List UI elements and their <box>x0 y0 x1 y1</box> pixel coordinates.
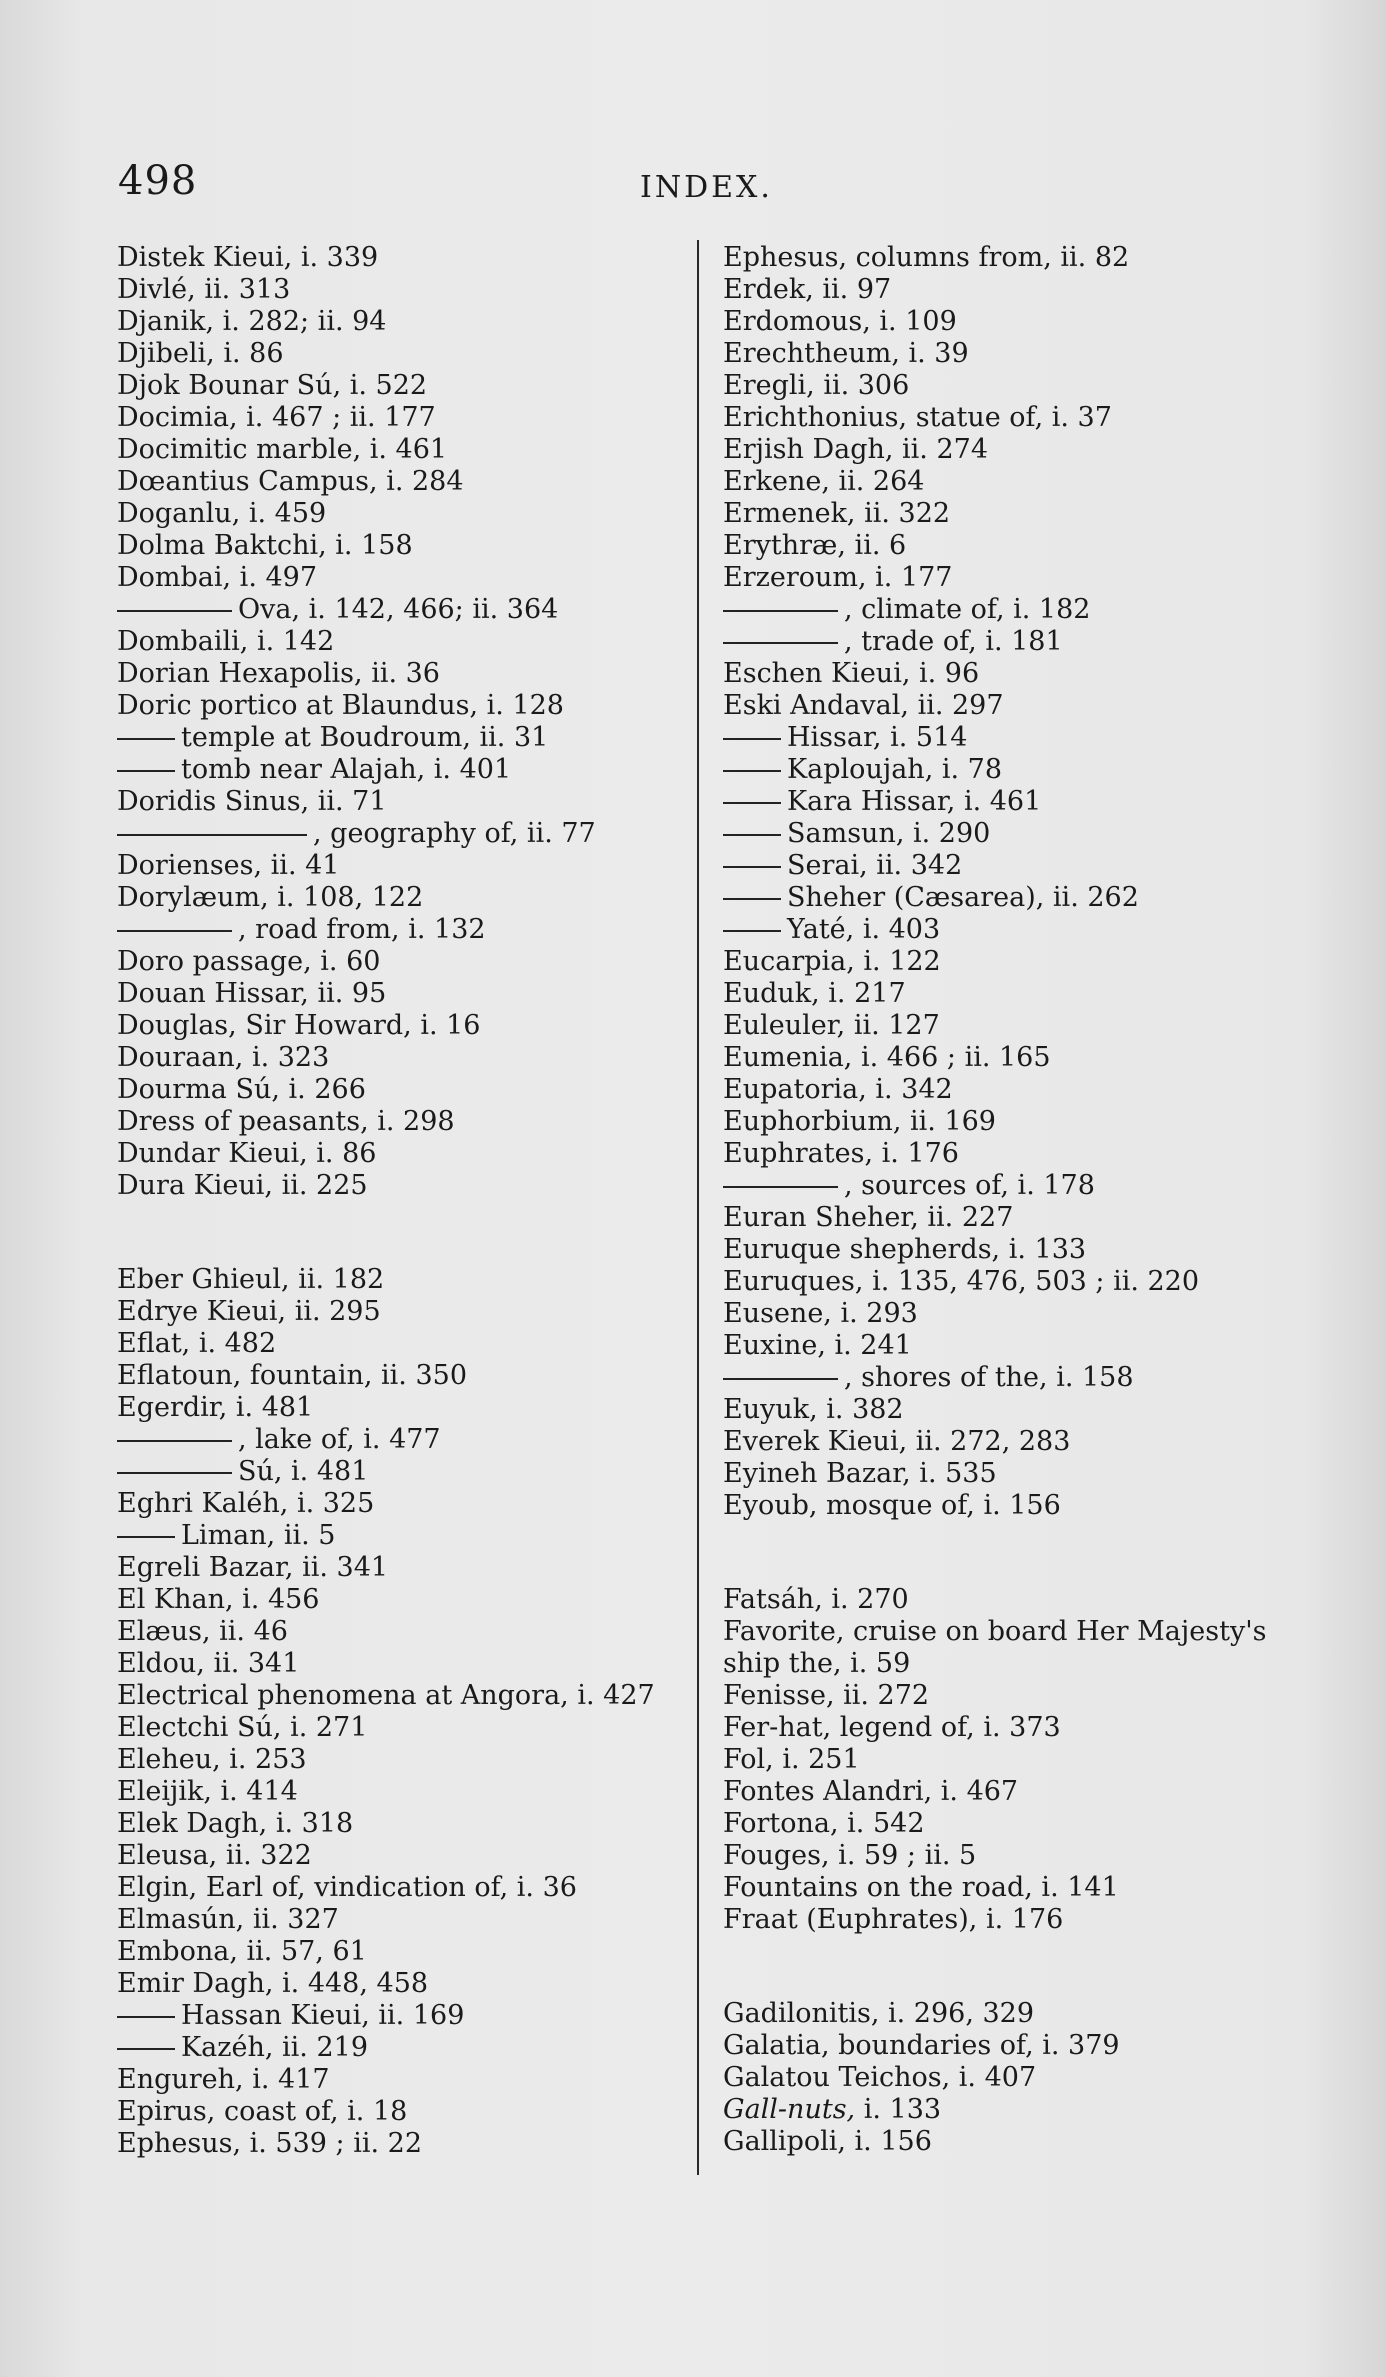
index-entry <box>117 1264 677 1296</box>
entry-text: Euyuk, i. 382 <box>723 1394 904 1425</box>
ditto-dash <box>117 834 307 836</box>
entry-text: Euphrates, i. 176 <box>723 1138 959 1169</box>
ditto-dash <box>117 1440 232 1442</box>
index-entry <box>117 2064 677 2096</box>
index-entry <box>117 850 677 882</box>
entry-text: Eyineh Bazar, i. 535 <box>723 1458 997 1489</box>
entry-text: Euleuler, ii. 127 <box>723 1010 940 1041</box>
entry-text: Dress of peasants, i. 298 <box>117 1106 455 1137</box>
entry-text: Euphorbium, ii. 169 <box>723 1106 996 1137</box>
entry-text: Erdek, ii. 97 <box>723 274 892 305</box>
entry-text: Eldou, ii. 341 <box>117 1648 300 1679</box>
entry-text: El Khan, i. 456 <box>117 1584 320 1615</box>
ditto-dash <box>723 930 781 932</box>
index-entry <box>117 1074 677 1106</box>
index-entry <box>723 2126 1313 2158</box>
entry-text: Ermenek, ii. 322 <box>723 498 951 529</box>
index-entry <box>723 1648 1313 1680</box>
ditto-dash <box>117 610 232 612</box>
entry-text: Samsun, i. 290 <box>787 818 991 849</box>
index-entry <box>117 2128 677 2160</box>
index-entry <box>117 1904 677 1936</box>
index-entry <box>117 1680 677 1712</box>
index-entry <box>723 434 1313 466</box>
index-entry <box>723 530 1313 562</box>
index-entry <box>723 2094 1313 2126</box>
entry-text: Ova, i. 142, 466; ii. 364 <box>238 594 559 625</box>
index-column-right <box>723 242 1313 2158</box>
entry-text: Emir Dagh, i. 448, 458 <box>117 1968 429 1999</box>
index-entry <box>117 1584 677 1616</box>
index-entry <box>117 1456 677 1488</box>
entry-text: Docimitic marble, i. 461 <box>117 434 448 465</box>
index-entry <box>723 818 1313 850</box>
entry-text: , sources of, i. 178 <box>844 1170 1095 1201</box>
entry-text: Kara Hissar, i. 461 <box>787 786 1042 817</box>
entry-text: Engureh, i. 417 <box>117 2064 330 2095</box>
entry-text: Dura Kieui, ii. 225 <box>117 1170 368 1201</box>
running-head: INDEX. <box>640 170 773 205</box>
entry-text: Electrical phenomena at Angora, i. 427 <box>117 1680 655 1711</box>
index-entry <box>723 1458 1313 1490</box>
index-entry <box>117 370 677 402</box>
index-entry <box>117 754 677 786</box>
entry-text: Fenisse, ii. 272 <box>723 1680 930 1711</box>
entry-text: Dœantius Campus, i. 284 <box>117 466 464 497</box>
index-entry <box>723 978 1313 1010</box>
index-entry <box>723 1266 1313 1298</box>
index-entry <box>117 242 677 274</box>
ditto-dash <box>723 738 781 740</box>
entry-text: Elmasún, ii. 327 <box>117 1904 339 1935</box>
entry-text: Doridis Sinus, ii. 71 <box>117 786 387 817</box>
entry-text: Fortona, i. 542 <box>723 1808 925 1839</box>
entry-text: , climate of, i. 182 <box>844 594 1091 625</box>
entry-text: Favorite, cruise on board Her Majesty's <box>723 1616 1267 1647</box>
entry-text: , road from, i. 132 <box>238 914 486 945</box>
entry-text: Eghri Kaléh, i. 325 <box>117 1488 375 1519</box>
index-entry <box>723 370 1313 402</box>
index-entry <box>117 530 677 562</box>
entry-text: Everek Kieui, ii. 272, 283 <box>723 1426 1071 1457</box>
entry-text: , geography of, ii. 77 <box>313 818 596 849</box>
index-entry <box>723 242 1313 274</box>
entry-text: Fountains on the road, i. 141 <box>723 1872 1119 1903</box>
index-entry <box>723 1840 1313 1872</box>
section-gap <box>723 1522 1313 1584</box>
ditto-dash <box>723 834 781 836</box>
index-entry <box>723 914 1313 946</box>
entry-text: Hassan Kieui, ii. 169 <box>181 2000 465 2031</box>
ditto-dash <box>723 866 781 868</box>
index-entry <box>723 882 1313 914</box>
ditto-dash <box>723 770 781 772</box>
page-number: 498 <box>118 158 198 204</box>
entry-text: Serai, ii. 342 <box>787 850 963 881</box>
index-entry <box>723 306 1313 338</box>
entry-text: Erythræ, ii. 6 <box>723 530 907 561</box>
index-entry <box>723 402 1313 434</box>
entry-text: Docimia, i. 467 ; ii. 177 <box>117 402 436 433</box>
index-entry <box>117 562 677 594</box>
index-entry <box>723 2062 1313 2094</box>
entry-text: Euruques, i. 135, 476, 503 ; ii. 220 <box>723 1266 1200 1297</box>
index-entry <box>723 1808 1313 1840</box>
index-entry <box>723 1490 1313 1522</box>
column-divider <box>697 240 699 2175</box>
index-entry <box>117 1106 677 1138</box>
entry-text: Eleheu, i. 253 <box>117 1744 307 1775</box>
entry-text: Eregli, ii. 306 <box>723 370 910 401</box>
entry-text: Kaploujah, i. 78 <box>787 754 1003 785</box>
index-entry <box>117 626 677 658</box>
index-entry <box>117 1968 677 2000</box>
index-entry <box>117 1170 677 1202</box>
index-entry <box>723 1426 1313 1458</box>
index-entry <box>723 1680 1313 1712</box>
entry-text: Erjish Dagh, ii. 274 <box>723 434 989 465</box>
entry-text: temple at Boudroum, ii. 31 <box>181 722 549 753</box>
index-entry <box>723 722 1313 754</box>
entry-text: Douglas, Sir Howard, i. 16 <box>117 1010 481 1041</box>
index-entry <box>723 274 1313 306</box>
index-entry <box>117 2000 677 2032</box>
entry-text: Yaté, i. 403 <box>787 914 941 945</box>
entry-text: Fer-hat, legend of, i. 373 <box>723 1712 1061 1743</box>
entry-text: ship the, i. 59 <box>723 1648 911 1679</box>
entry-text: tomb near Alajah, i. 401 <box>181 754 512 785</box>
entry-text: Djok Bounar Sú, i. 522 <box>117 370 428 401</box>
index-entry <box>117 2096 677 2128</box>
index-entry <box>117 1776 677 1808</box>
entry-text: Djibeli, i. 86 <box>117 338 284 369</box>
index-entry <box>723 1106 1313 1138</box>
index-entry <box>117 882 677 914</box>
entry-text: Fol, i. 251 <box>723 1744 860 1775</box>
entry-text: Eber Ghieul, ii. 182 <box>117 1264 385 1295</box>
entry-text: Galatia, boundaries of, i. 379 <box>723 2030 1120 2061</box>
entry-text: Fatsáh, i. 270 <box>723 1584 909 1615</box>
entry-text: Erkene, ii. 264 <box>723 466 925 497</box>
index-entry <box>117 306 677 338</box>
entry-text: Doric portico at Blaundus, i. 128 <box>117 690 564 721</box>
entry-text: Euxine, i. 241 <box>723 1330 912 1361</box>
entry-text: Erdomous, i. 109 <box>723 306 957 337</box>
ditto-dash <box>723 1378 838 1380</box>
index-entry <box>723 1170 1313 1202</box>
entry-text: Dorylæum, i. 108, 122 <box>117 882 424 913</box>
entry-text: Dombai, i. 497 <box>117 562 318 593</box>
entry-text: Fouges, i. 59 ; ii. 5 <box>723 1840 977 1871</box>
entry-text: Dolma Baktchi, i. 158 <box>117 530 413 561</box>
entry-text: Electchi Sú, i. 271 <box>117 1712 368 1743</box>
index-entry <box>723 2030 1313 2062</box>
entry-text: Elæus, ii. 46 <box>117 1616 288 1647</box>
index-entry <box>117 594 677 626</box>
index-entry <box>723 1362 1313 1394</box>
entry-text: Dorian Hexapolis, ii. 36 <box>117 658 440 689</box>
index-entry <box>723 1712 1313 1744</box>
index-entry <box>117 946 677 978</box>
ditto-dash <box>723 802 781 804</box>
index-entry <box>723 498 1313 530</box>
index-entry <box>117 690 677 722</box>
index-entry <box>723 1584 1313 1616</box>
index-entry <box>723 946 1313 978</box>
entry-text: Eusene, i. 293 <box>723 1298 918 1329</box>
index-entry <box>117 1010 677 1042</box>
entry-text: Galatou Teichos, i. 407 <box>723 2062 1037 2093</box>
entry-text: i. 133 <box>855 2094 942 2125</box>
entry-text: Erechtheum, i. 39 <box>723 338 969 369</box>
index-entry <box>117 1296 677 1328</box>
entry-text: Eyoub, mosque of, i. 156 <box>723 1490 1061 1521</box>
entry-text: Hissar, i. 514 <box>787 722 968 753</box>
ditto-dash <box>723 610 838 612</box>
index-entry <box>117 818 677 850</box>
entry-text: Eski Andaval, ii. 297 <box>723 690 1004 721</box>
index-entry <box>723 1904 1313 1936</box>
entry-text: Dundar Kieui, i. 86 <box>117 1138 377 1169</box>
index-entry <box>117 1712 677 1744</box>
entry-text: Divlé, ii. 313 <box>117 274 291 305</box>
index-entry <box>117 1520 677 1552</box>
entry-text: Euran Sheher, ii. 227 <box>723 1202 1014 1233</box>
index-entry <box>723 690 1313 722</box>
index-entry <box>117 1138 677 1170</box>
index-entry <box>117 1872 677 1904</box>
index-entry <box>117 2032 677 2064</box>
entry-text: Edrye Kieui, ii. 295 <box>117 1296 381 1327</box>
index-entry <box>723 466 1313 498</box>
index-entry <box>723 626 1313 658</box>
entry-text: Fontes Alandri, i. 467 <box>723 1776 1019 1807</box>
index-entry <box>117 1424 677 1456</box>
entry-text: Fraat (Euphrates), i. 176 <box>723 1904 1064 1935</box>
entry-text: Eucarpia, i. 122 <box>723 946 941 977</box>
index-entry <box>117 466 677 498</box>
index-entry <box>723 594 1313 626</box>
ditto-dash <box>117 1472 232 1474</box>
index-entry <box>723 1872 1313 1904</box>
index-entry <box>723 1330 1313 1362</box>
entry-text: Sú, i. 481 <box>238 1456 369 1487</box>
entry-text: Dourma Sú, i. 266 <box>117 1074 366 1105</box>
index-entry <box>723 1298 1313 1330</box>
index-entry <box>723 1138 1313 1170</box>
entry-text: Eleusa, ii. 322 <box>117 1840 312 1871</box>
index-entry <box>117 1328 677 1360</box>
entry-text: Euruque shepherds, i. 133 <box>723 1234 1087 1265</box>
entry-text: Eflatoun, fountain, ii. 350 <box>117 1360 467 1391</box>
entry-text: Ephesus, i. 539 ; ii. 22 <box>117 2128 423 2159</box>
index-entry <box>723 1042 1313 1074</box>
entry-text: Epirus, coast of, i. 18 <box>117 2096 408 2127</box>
index-entry <box>723 562 1313 594</box>
index-entry <box>723 1616 1313 1648</box>
index-entry <box>117 1808 677 1840</box>
entry-text: Egreli Bazar, ii. 341 <box>117 1552 389 1583</box>
index-entry <box>117 1648 677 1680</box>
entry-text: , trade of, i. 181 <box>844 626 1063 657</box>
ditto-dash <box>117 2016 175 2018</box>
index-entry <box>117 722 677 754</box>
entry-text: Ephesus, columns from, ii. 82 <box>723 242 1130 273</box>
index-entry <box>723 338 1313 370</box>
index-entry <box>117 978 677 1010</box>
entry-text: Egerdir, i. 481 <box>117 1392 314 1423</box>
entry-text: Gadilonitis, i. 296, 329 <box>723 1998 1035 2029</box>
entry-text: Elgin, Earl of, vindication of, i. 36 <box>117 1872 577 1903</box>
index-entry <box>117 434 677 466</box>
entry-text: Euduk, i. 217 <box>723 978 906 1009</box>
entry-text: Doganlu, i. 459 <box>117 498 327 529</box>
entry-text: Douraan, i. 323 <box>117 1042 330 1073</box>
ditto-dash <box>117 738 175 740</box>
ditto-dash <box>723 898 781 900</box>
index-entry <box>117 1552 677 1584</box>
entry-text: Doro passage, i. 60 <box>117 946 381 977</box>
entry-text: Eupatoria, i. 342 <box>723 1074 953 1105</box>
index-entry <box>723 754 1313 786</box>
entry-text: Embona, ii. 57, 61 <box>117 1936 367 1967</box>
index-entry <box>117 1840 677 1872</box>
ditto-dash <box>117 2048 175 2050</box>
entry-text: Liman, ii. 5 <box>181 1520 336 1551</box>
index-entry <box>723 1074 1313 1106</box>
index-entry <box>117 1936 677 1968</box>
index-entry <box>117 786 677 818</box>
index-entry <box>723 1394 1313 1426</box>
index-entry <box>723 1202 1313 1234</box>
entry-text: Erzeroum, i. 177 <box>723 562 953 593</box>
index-entry <box>117 1616 677 1648</box>
entry-text: Djanik, i. 282; ii. 94 <box>117 306 387 337</box>
index-entry <box>117 338 677 370</box>
ditto-dash <box>117 1536 175 1538</box>
index-entry <box>117 658 677 690</box>
entry-text: Gallipoli, i. 156 <box>723 2126 932 2157</box>
entry-text: Eumenia, i. 466 ; ii. 165 <box>723 1042 1051 1073</box>
index-entry <box>723 1744 1313 1776</box>
entry-text: Eschen Kieui, i. 96 <box>723 658 980 689</box>
index-entry <box>117 1042 677 1074</box>
ditto-dash <box>723 642 838 644</box>
index-entry <box>723 786 1313 818</box>
index-entry <box>117 1392 677 1424</box>
ditto-dash <box>723 1186 838 1188</box>
entry-text: Sheher (Cæsarea), ii. 262 <box>787 882 1139 913</box>
index-entry <box>117 274 677 306</box>
ditto-dash <box>117 930 232 932</box>
ditto-dash <box>117 770 175 772</box>
entry-text: Eflat, i. 482 <box>117 1328 277 1359</box>
section-gap <box>723 1936 1313 1998</box>
entry-text: , shores of the, i. 158 <box>844 1362 1134 1393</box>
index-entry <box>117 914 677 946</box>
index-entry <box>117 1488 677 1520</box>
entry-text: Erichthonius, statue of, i. 37 <box>723 402 1112 433</box>
entry-italic-term: Gall-nuts, <box>723 2094 856 2125</box>
entry-text: Dombaili, i. 142 <box>117 626 335 657</box>
section-gap <box>117 1202 677 1264</box>
index-entry <box>117 498 677 530</box>
index-entry <box>723 850 1313 882</box>
entry-text: Elek Dagh, i. 318 <box>117 1808 354 1839</box>
index-entry <box>723 658 1313 690</box>
index-entry <box>723 1234 1313 1266</box>
entry-text: Douan Hissar, ii. 95 <box>117 978 387 1009</box>
index-entry <box>117 1744 677 1776</box>
entry-text: Distek Kieui, i. 339 <box>117 242 379 273</box>
index-entry <box>723 1776 1313 1808</box>
entry-text: Eleijik, i. 414 <box>117 1776 298 1807</box>
entry-text: , lake of, i. 477 <box>238 1424 441 1455</box>
entry-text: Kazéh, ii. 219 <box>181 2032 368 2063</box>
entry-text: Dorienses, ii. 41 <box>117 850 340 881</box>
index-entry <box>723 1010 1313 1042</box>
index-column-left <box>117 242 677 2160</box>
index-entry <box>723 1998 1313 2030</box>
index-entry <box>117 402 677 434</box>
index-entry <box>117 1360 677 1392</box>
